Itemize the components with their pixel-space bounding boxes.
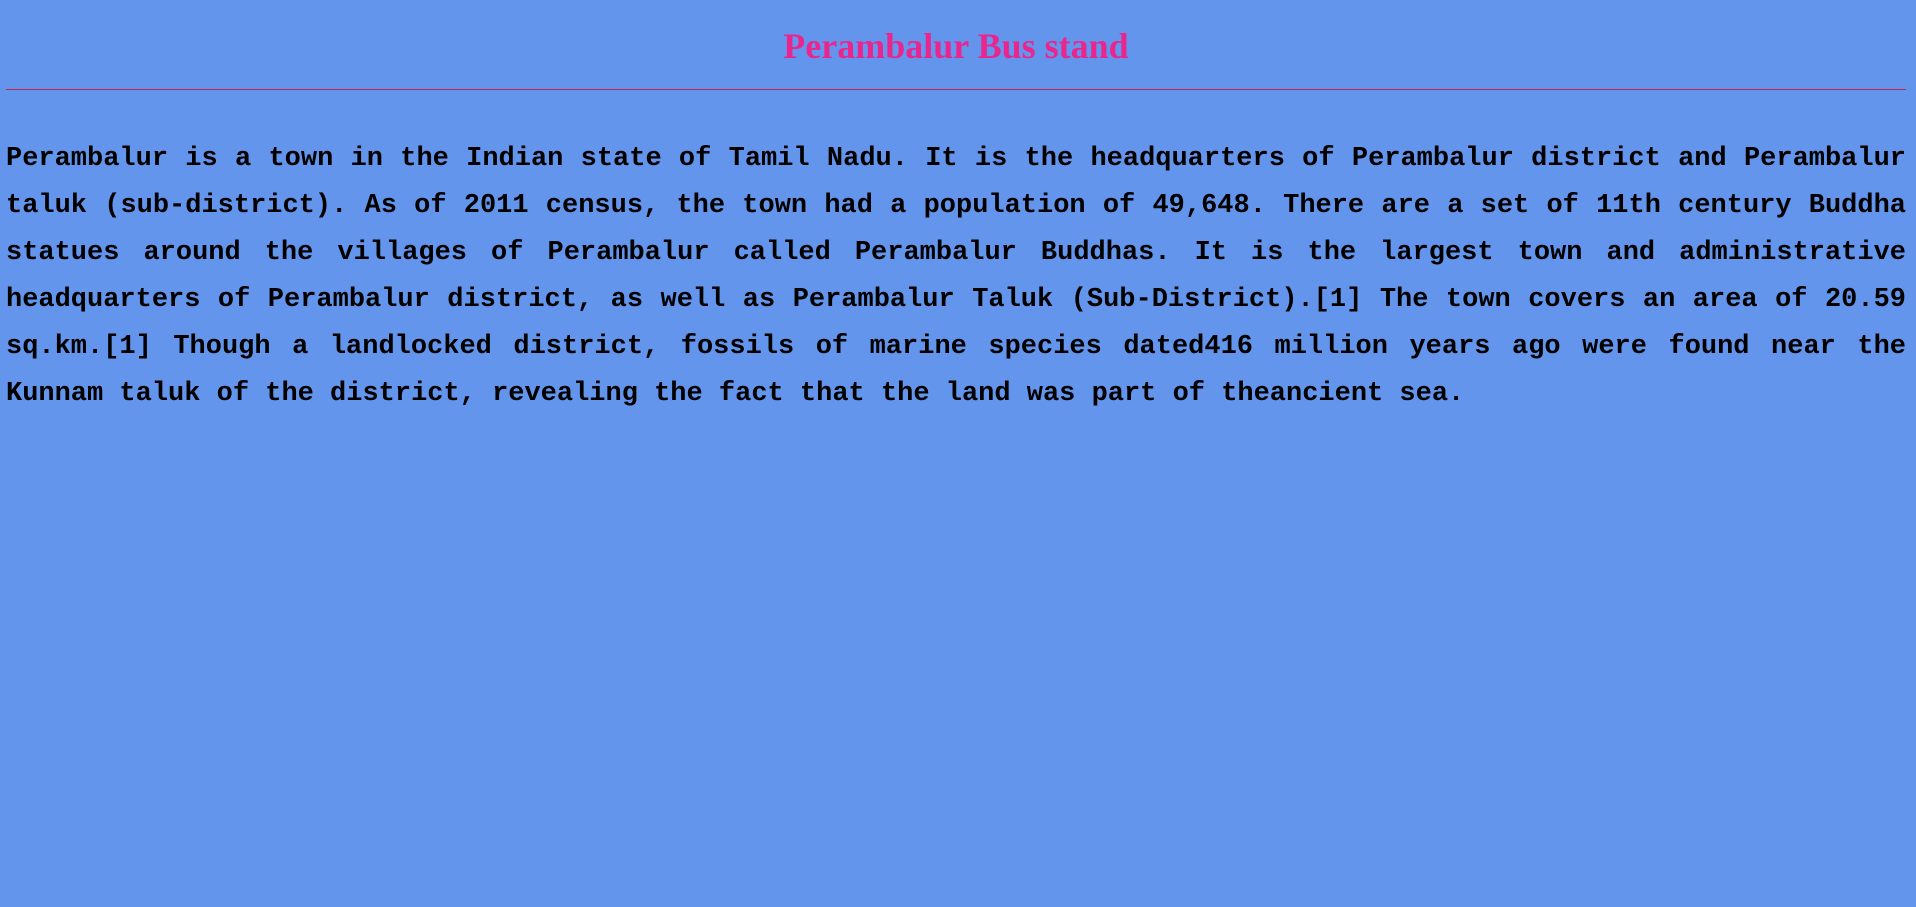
- description-paragraph: Perambalur is a town in the Indian state of Tamil Nadu. It is the headquarters of Perambalur district and Perambalur taluk (sub-district). As of 2011 census, the town had a population of 49,648. There are a set of 11th century Buddha statues around the villages of Perambalur called Perambalur Buddhas. It is the largest town and administrative headquarters of Perambalur district, as well as Perambalur Taluk (Sub-District).[1] The town covers an area of 20.59 sq.km.[1] Though a landlocked district, fossils of marine species dated416 million years ago were found near the Kunnam taluk of the district, revealing the fact that the land was part of theancient sea.: [6, 144, 1906, 409]
- page-title: Perambalur Bus stand: [783, 26, 1129, 66]
- page-content: [6, 0, 1906, 409]
- title-divider: [6, 89, 1906, 90]
